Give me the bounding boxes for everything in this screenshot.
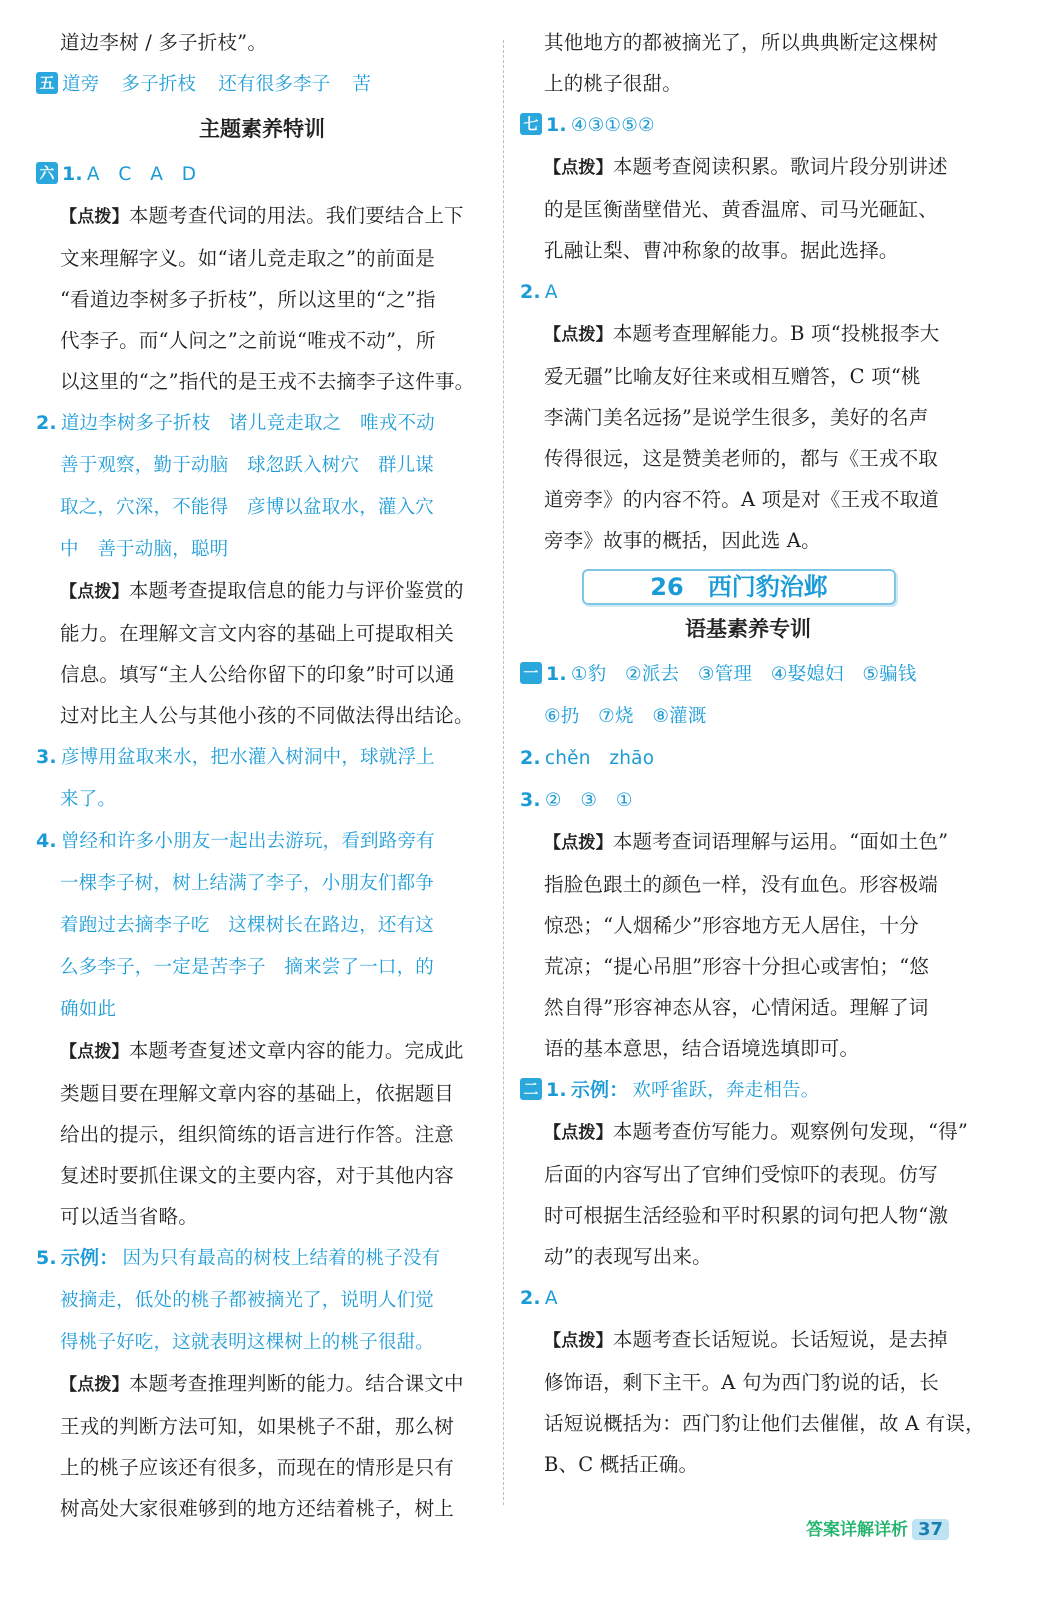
explanation-text: 惊恐；“人烟稀少”形容地方无人居住，十分 xyxy=(544,914,919,937)
section-badge-2: 二 xyxy=(520,1078,542,1100)
question-number: 1. xyxy=(546,114,567,136)
explanation-line xyxy=(36,1363,488,1406)
page-number: 37 xyxy=(912,1519,949,1540)
section-title: 主题素养特训 xyxy=(199,117,325,141)
question-number: 5. xyxy=(36,1247,57,1269)
explanation-text: 本题考查长话短说。长话短说，是去掉 xyxy=(612,1328,948,1351)
explanation-line xyxy=(36,1073,488,1114)
answer-text: 中 善于动脑，聪明 xyxy=(60,539,229,560)
section-badge-6: 六 xyxy=(36,162,58,184)
explanation-line xyxy=(36,1030,488,1073)
dianbo-tag: 【点拨】 xyxy=(60,1042,129,1062)
explanation-line xyxy=(520,520,976,561)
explanation-text: 后面的内容写出了官绅们受惊吓的表现。仿写 xyxy=(544,1163,939,1186)
answer-text: 得桃子好吃，这就表明这棵树上的桃子很甜。 xyxy=(60,1332,435,1353)
explanation-line xyxy=(36,1447,488,1488)
answer-line xyxy=(36,820,488,862)
explanation-text: “看道边李树多子折枝”，所以这里的“之”指 xyxy=(60,288,436,311)
answer-text: 取之，穴深，不能得 彦博以盆取水，灌入穴 xyxy=(60,497,435,518)
explanation-line xyxy=(520,1236,976,1277)
answer-item: 多子折枝 xyxy=(121,74,197,95)
dianbo-tag: 【点拨】 xyxy=(60,582,129,602)
footer-label: 答案详解详析 xyxy=(806,1520,908,1540)
answer-text: 确如此 xyxy=(60,999,117,1020)
explanation-line xyxy=(36,1488,488,1529)
answer-line xyxy=(36,486,488,528)
answer-line xyxy=(36,1321,488,1363)
explanation-line xyxy=(520,987,976,1028)
answer-text: A C A D xyxy=(86,164,197,185)
answer-text: ①豹 ②派去 ③管理 ④娶媳妇 ⑤骗钱 xyxy=(570,664,917,685)
explanation-text: 树高处大家很难够到的地方还结着桃子，树上 xyxy=(60,1497,455,1520)
answer-line xyxy=(36,988,488,1030)
explanation-line xyxy=(520,1444,976,1485)
answer-text: 善于观察，勤于动脑 球忽跃入树穴 群儿谋 xyxy=(60,455,435,476)
explanation-line xyxy=(520,1195,976,1236)
dianbo-tag: 【点拨】 xyxy=(60,207,129,227)
answer-line xyxy=(520,695,976,737)
explanation-line xyxy=(520,356,976,397)
answer-line xyxy=(520,653,976,695)
explanation-text: 能力。在理解文言文内容的基础上可提取相关 xyxy=(60,622,455,645)
answer-text: ⑥扔 ⑦烧 ⑧灌溉 xyxy=(544,706,707,727)
explanation-line xyxy=(36,654,488,695)
section-badge-1: 一 xyxy=(520,662,542,684)
dianbo-tag: 【点拨】 xyxy=(544,325,613,345)
explanation-text: 本题考查提取信息的能力与评价鉴赏的 xyxy=(128,579,464,602)
explanation-line xyxy=(36,1196,488,1237)
explanation-text: 本题考查推理判断的能力。结合课文中 xyxy=(128,1372,464,1395)
answer-line xyxy=(520,779,976,821)
explanation-line xyxy=(520,438,976,479)
explanation-text: 本题考查复述文章内容的能力。完成此 xyxy=(128,1039,464,1062)
explanation-text: 本题考查仿写能力。观察例句发现，“得” xyxy=(612,1120,969,1143)
answer-line xyxy=(36,862,488,904)
right-column xyxy=(520,22,985,1485)
explanation-line xyxy=(520,189,976,230)
explanation-text: 话短说概括为：西门豹让他们去催催，故 A 有误， xyxy=(544,1412,985,1435)
explanation-text: 时可根据生活经验和平时积累的词句把人物“激 xyxy=(544,1204,949,1227)
lesson-number: 26 xyxy=(650,573,684,601)
explanation-line xyxy=(36,1406,488,1447)
answer-prefix: 示例： xyxy=(60,1247,119,1269)
explanation-line xyxy=(36,1155,488,1196)
answer-line xyxy=(36,153,488,195)
question-5-answers xyxy=(36,63,488,105)
explanation-text: 语的基本意思，结合语境选填即可。 xyxy=(544,1037,860,1060)
answer-line xyxy=(36,778,488,820)
explanation-line xyxy=(520,1403,985,1444)
answer-text: 来了。 xyxy=(60,789,117,810)
question-number: 2. xyxy=(520,1287,541,1309)
explanation-text: 信息。填写“主人公给你留下的印象”时可以通 xyxy=(60,663,455,686)
question-number: 1. xyxy=(62,163,83,185)
answer-text: 着跑过去摘李子吃 这棵树长在路边，还有这 xyxy=(60,915,435,936)
explanation-line xyxy=(520,1154,976,1195)
explanation-text: 动”的表现写出来。 xyxy=(544,1245,712,1268)
explanation-text: 本题考查词语理解与运用。“面如土色” xyxy=(612,830,949,853)
dianbo-tag: 【点拨】 xyxy=(60,1375,129,1395)
explanation-line xyxy=(520,864,976,905)
explanation-text: 类题目要在理解文章内容的基础上，依据题目 xyxy=(60,1082,455,1105)
explanation-text: 李满门美名远扬”是说学生很多，美好的名声 xyxy=(544,406,929,429)
answer-text: A xyxy=(544,1288,558,1309)
explanation-text: 本题考查阅读积累。歌词片段分别讲述 xyxy=(612,155,948,178)
left-column xyxy=(36,22,488,1529)
continuation-line: 其他地方的都被摘光了，所以典典断定这棵树 xyxy=(544,31,939,54)
explanation-text: B、C 概括正确。 xyxy=(544,1453,699,1476)
explanation-text: 道旁李》的内容不符。A 项是对《王戎不取道 xyxy=(544,488,939,511)
dianbo-tag: 【点拨】 xyxy=(544,1123,613,1143)
explanation-line xyxy=(520,1028,976,1069)
page-footer xyxy=(806,1515,949,1540)
answer-line xyxy=(36,402,488,444)
answer-item: 苦 xyxy=(352,74,372,95)
question-number: 2. xyxy=(520,747,541,769)
explanation-text: 修饰语，剩下主干。A 句为西门豹说的话，长 xyxy=(544,1371,939,1394)
explanation-text: 可以适当省略。 xyxy=(60,1205,198,1228)
answer-text: chěn zhāo xyxy=(544,748,655,769)
explanation-line xyxy=(520,1362,976,1403)
explanation-line xyxy=(520,905,976,946)
explanation-line xyxy=(520,821,976,864)
explanation-line xyxy=(36,279,488,320)
explanation-text: 给出的提示，组织简练的语言进行作答。注意 xyxy=(60,1123,455,1146)
section-badge-7: 七 xyxy=(520,113,542,135)
explanation-line xyxy=(36,361,488,402)
explanation-line xyxy=(520,230,976,271)
question-number: 1. xyxy=(546,663,567,685)
answer-line xyxy=(36,736,488,778)
answer-line xyxy=(36,904,488,946)
answer-text: 被摘走，低处的桃子都被摘光了，说明人们觉 xyxy=(60,1290,435,1311)
answer-text: 么多李子，一定是苦李子 摘来尝了一口，的 xyxy=(60,957,435,978)
continuation-line: 上的桃子很甜。 xyxy=(544,72,682,95)
answer-line xyxy=(520,1069,976,1111)
dianbo-tag: 【点拨】 xyxy=(544,833,613,853)
explanation-line xyxy=(520,313,976,356)
question-number: 3. xyxy=(520,789,541,811)
explanation-line xyxy=(520,397,976,438)
answer-line xyxy=(36,528,488,570)
lesson-banner xyxy=(582,569,896,605)
explanation-text: 复述时要抓住课文的主要内容，对于其他内容 xyxy=(60,1164,455,1187)
answer-text: 彦博用盆取来水，把水灌入树洞中，球就浮上 xyxy=(60,747,435,768)
answer-text: 曾经和许多小朋友一起出去游玩，看到路旁有 xyxy=(60,831,435,852)
explanation-text: 爱无疆”比喻友好往来或相互赠答，C 项“桃 xyxy=(544,365,921,388)
explanation-text: 以这里的“之”指代的是王戎不去摘李子这件事。 xyxy=(60,370,475,393)
section-title: 语基素养专训 xyxy=(685,617,811,641)
answer-text: 一棵李子树，树上结满了李子，小朋友们都争 xyxy=(60,873,435,894)
explanation-text: 然自得”形容神态从容，心情闲适。理解了词 xyxy=(544,996,929,1019)
explanation-line xyxy=(520,146,976,189)
answer-line xyxy=(36,946,488,988)
answer-item: 道旁 xyxy=(62,74,100,95)
question-number: 1. xyxy=(546,1079,567,1101)
question-number: 4. xyxy=(36,830,57,852)
section-badge-5: 五 xyxy=(36,72,58,94)
explanation-text: 本题考查代词的用法。我们要结合上下 xyxy=(128,204,464,227)
explanation-text: 的是匡衡凿壁借光、黄香温席、司马光砸缸、 xyxy=(544,198,939,221)
answer-line xyxy=(36,1237,488,1279)
explanation-line xyxy=(36,613,488,654)
answer-item: 还有很多李子 xyxy=(218,74,331,95)
explanation-line xyxy=(520,1111,976,1154)
explanation-line xyxy=(520,1319,976,1362)
explanation-line xyxy=(520,479,976,520)
lesson-title: 西门豹治邺 xyxy=(707,573,828,601)
explanation-line xyxy=(36,320,488,361)
explanation-text: 过对比主人公与其他小孩的不同做法得出结论。 xyxy=(60,704,474,727)
answer-line xyxy=(36,1279,488,1321)
question-number: 2. xyxy=(36,412,57,434)
explanation-line xyxy=(36,195,488,238)
explanation-text: 王戎的判断方法可知，如果桃子不甜，那么树 xyxy=(60,1415,455,1438)
answer-prefix: 示例： xyxy=(570,1079,629,1101)
dianbo-tag: 【点拨】 xyxy=(544,158,613,178)
continuation-line: 道边李树 / 多子折枝”。 xyxy=(60,31,268,54)
explanation-line xyxy=(36,570,488,613)
explanation-text: 荒凉；“提心吊胆”形容十分担心或害怕；“悠 xyxy=(544,955,930,978)
answer-line xyxy=(520,1277,976,1319)
dianbo-tag: 【点拨】 xyxy=(544,1331,613,1351)
explanation-text: 上的桃子应该还有很多，而现在的情形是只有 xyxy=(60,1456,455,1479)
explanation-line xyxy=(36,238,488,279)
explanation-line xyxy=(36,695,488,736)
question-number: 2. xyxy=(520,281,541,303)
explanation-line xyxy=(520,946,976,987)
answer-text: ④③①⑤② xyxy=(570,115,655,136)
explanation-text: 孔融让梨、曹冲称象的故事。据此选择。 xyxy=(544,239,899,262)
explanation-text: 本题考查理解能力。B 项“投桃报李大 xyxy=(612,322,940,345)
question-number: 3. xyxy=(36,746,57,768)
column-divider xyxy=(503,40,504,1505)
answer-line xyxy=(520,737,976,779)
explanation-text: 文来理解字义。如“诸儿竞走取之”的前面是 xyxy=(60,247,435,270)
answer-text: 欢呼雀跃，奔走相告。 xyxy=(632,1080,820,1101)
answer-line xyxy=(36,444,488,486)
answer-text: 道边李树多子折枝 诸儿竞走取之 唯戎不动 xyxy=(60,413,435,434)
answer-line xyxy=(520,271,976,313)
answer-text: A xyxy=(544,282,558,303)
answer-text: 因为只有最高的树枝上结着的桃子没有 xyxy=(122,1248,441,1269)
explanation-text: 传得很远，这是赞美老师的，都与《王戎不取 xyxy=(544,447,939,470)
explanation-text: 旁李》故事的概括，因此选 A。 xyxy=(544,529,821,552)
explanation-text: 代李子。而“人问之”之前说“唯戎不动”，所 xyxy=(60,329,436,352)
explanation-line xyxy=(36,1114,488,1155)
answer-text: ② ③ ① xyxy=(544,790,633,811)
explanation-text: 指脸色跟土的颜色一样，没有血色。形容极端 xyxy=(544,873,939,896)
answer-line xyxy=(520,104,976,146)
